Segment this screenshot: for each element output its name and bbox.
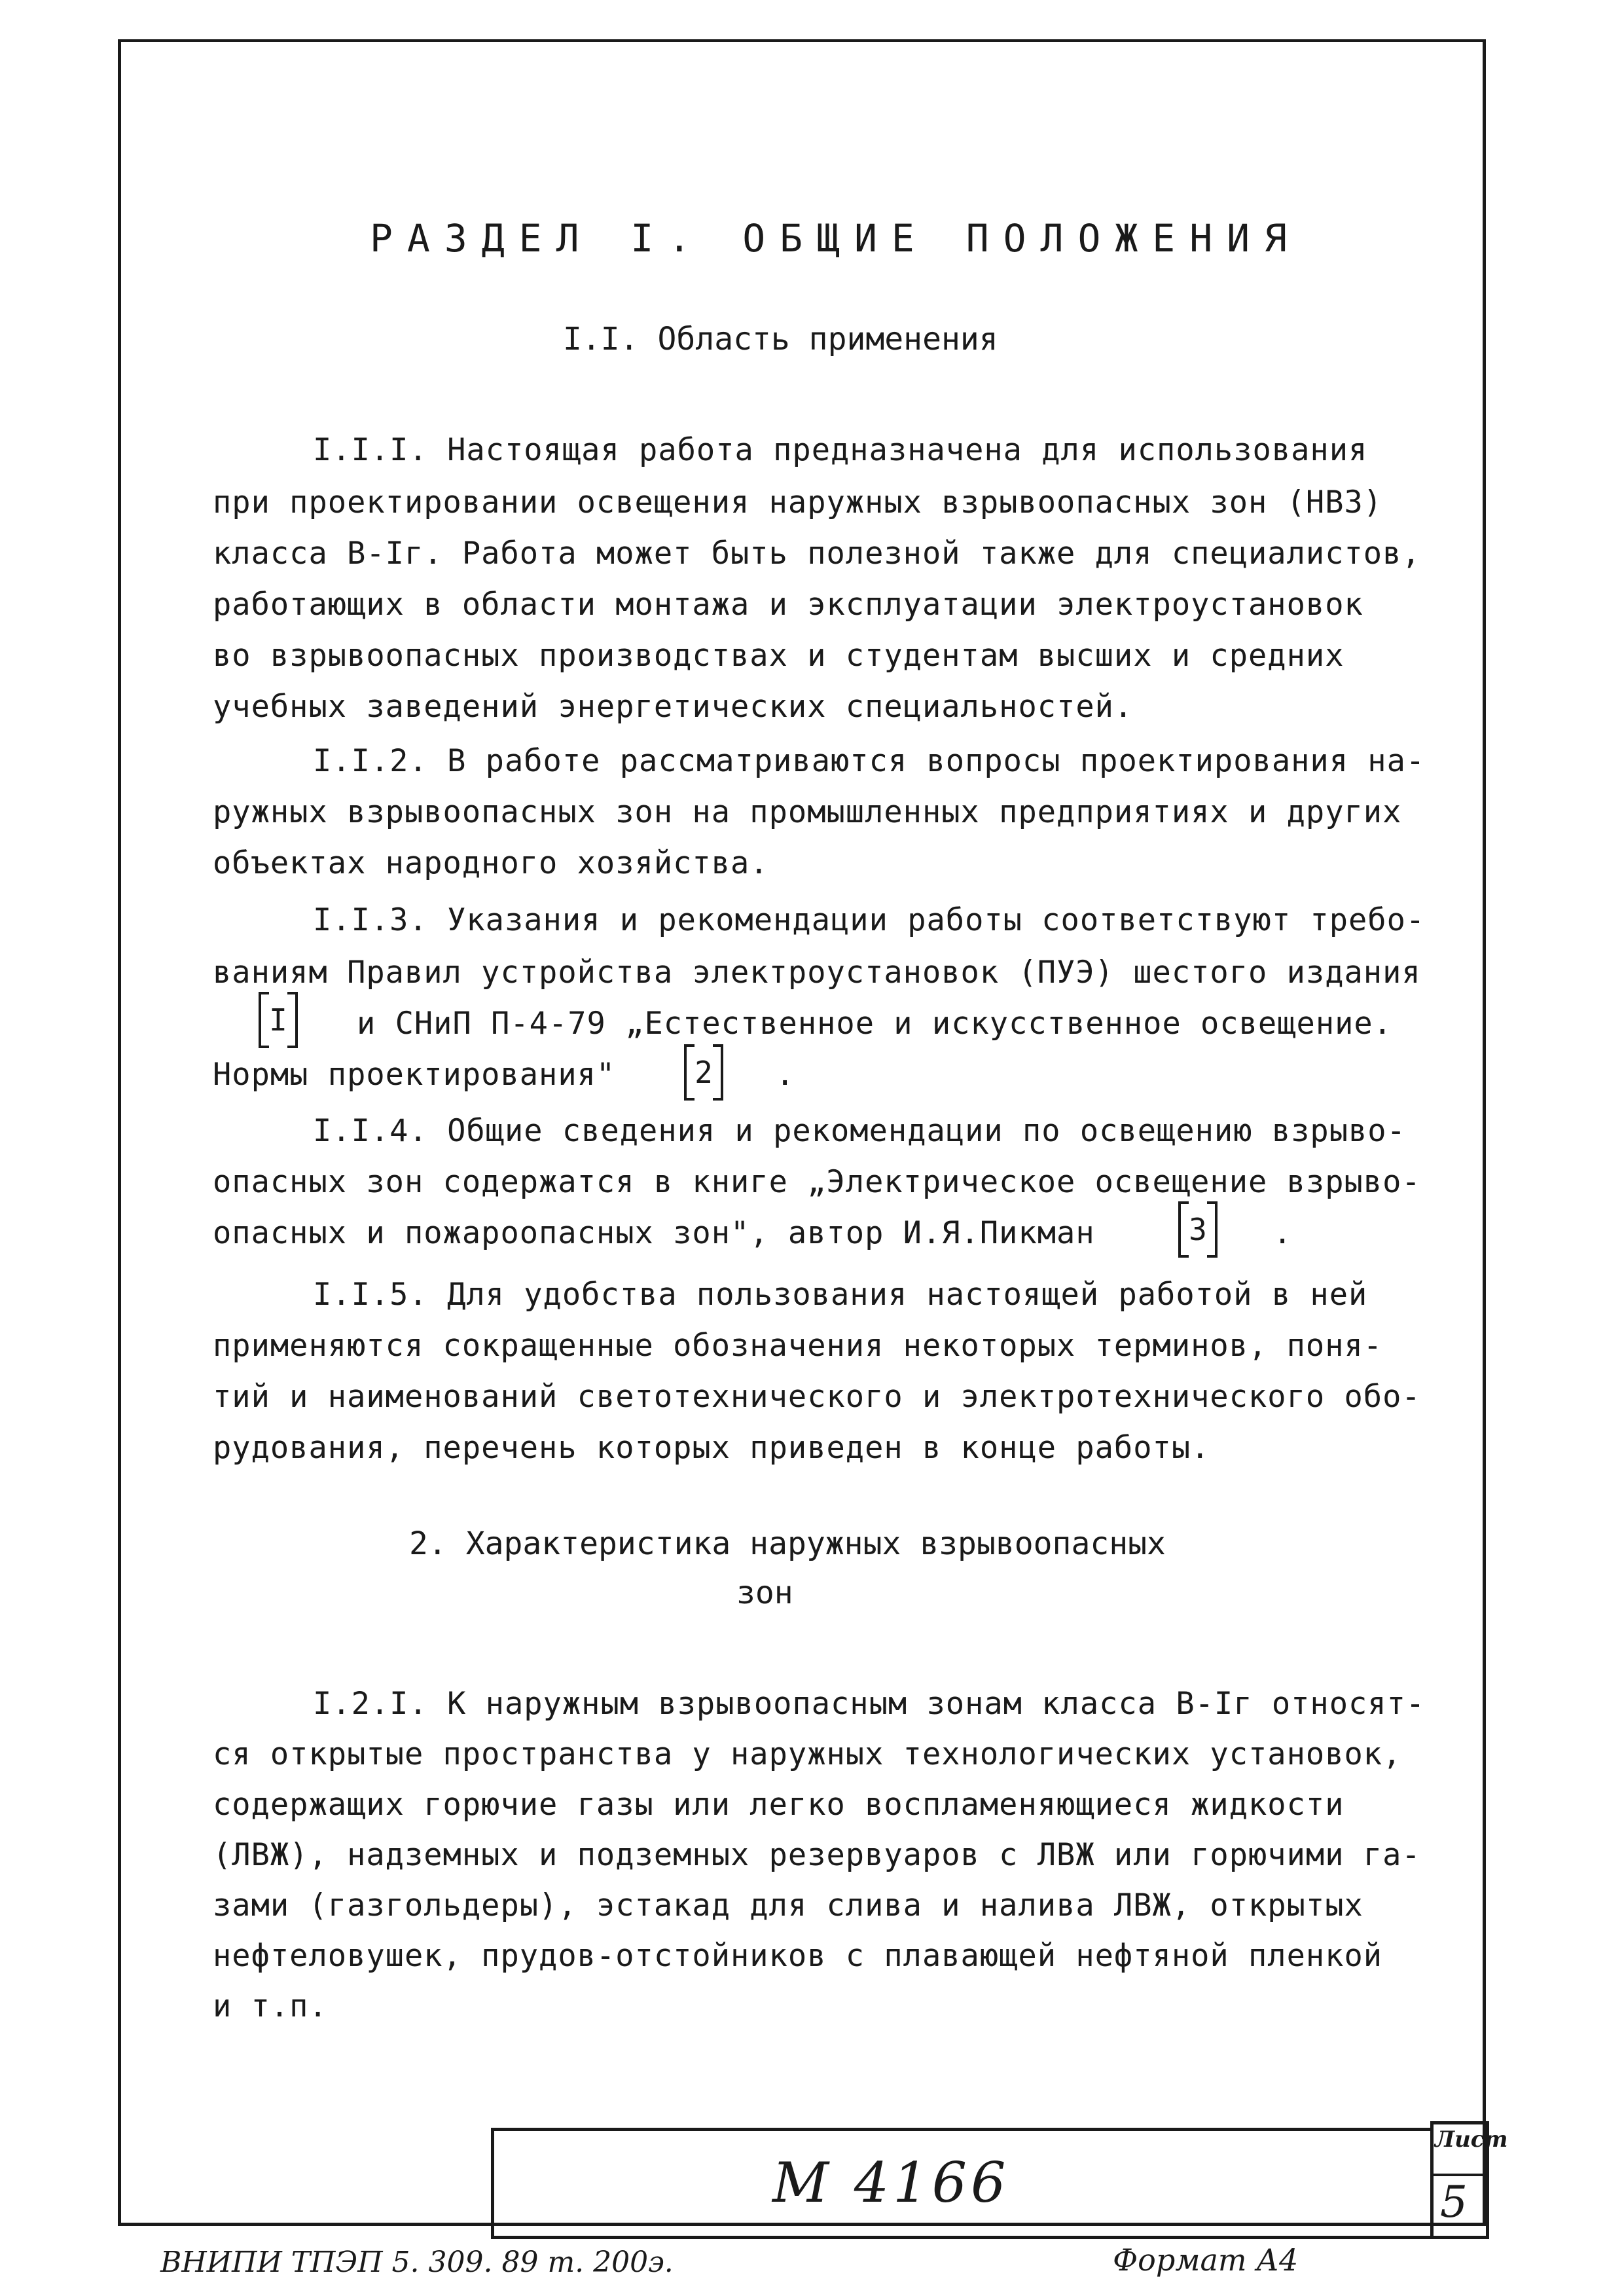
sheet-divider [1434,2174,1486,2176]
subsection-title: 2. Характеристика наружных взрывоопасных [409,1525,1166,1562]
paragraph-line: во взрывоопасных производствах и студентам высших и средних [213,638,1344,674]
paragraph-line: . [1273,1215,1293,1251]
paragraph-line: нефтеловушек, прудов-отстойников с плавающей нефтяной пленкой [213,1938,1383,1974]
paragraph-line: Нормы проектирования" [213,1057,616,1093]
paragraph-line: I.I.I. Настоящая работа предназначена для использования [313,432,1368,468]
footer-format-note: Формат А4 [1113,2242,1299,2278]
paragraph-line: при проектировании освещения наружных взрывоопасных зон (НВЗ) [213,484,1383,520]
paragraph-line: работающих в области монтажа и эксплуатации электроустановок [213,587,1363,623]
subsection-title: I.I. Область применения [563,321,998,357]
paragraph-line: I.I.4. Общие сведения и рекомендации по освещению взрыво- [313,1113,1406,1149]
paragraph-line: опасных зон содержатся в книге „Электрическое освещение взрыво- [213,1164,1421,1200]
paragraph-line: опасных и пожароопасных зон", автор И.Я.Пикман [213,1215,1095,1251]
paragraph-line: тий и наименований светотехнического и электротехнического обо- [213,1379,1421,1415]
paragraph-line: ваниям Правил устройства электроустановок (ПУЭ) шестого издания [213,955,1421,991]
paragraph-line: . [776,1057,795,1093]
subsection-title-continuation: зон [736,1575,793,1611]
paragraph-line: рудования, перечень которых приведен в конце работы. [213,1430,1210,1466]
paragraph-line: содержащих горючие газы или легко воспламеняющиеся жидкости [213,1787,1344,1823]
paragraph-line: ружных взрывоопасных зон на промышленных предприятиях и других [213,794,1402,830]
reference-number: I [269,1002,287,1038]
paragraph-line: применяются сокращенные обозначения некоторых терминов, поня- [213,1328,1383,1364]
reference-bracket [684,1044,723,1101]
paragraph-line: I.I.3. Указания и рекомендации работы соответствуют требо- [313,902,1426,938]
paragraph-line: I.2.I. К наружным взрывоопасным зонам класса В-Iг относят- [313,1686,1426,1722]
reference-bracket [1178,1201,1218,1258]
paragraph-line: учебных заведений энергетических специальностей. [213,689,1134,725]
sheet-label: Лист [1435,2126,1508,2153]
paragraph-line: (ЛВЖ), надземных и подземных резервуаров с ЛВЖ или горючими га- [213,1837,1421,1873]
paragraph-line: ся открытые пространства у наружных технологических установок, [213,1736,1402,1772]
paragraph-line: зами (газгольдеры), эстакад для слива и налива ЛВЖ, открытых [213,1887,1363,1923]
sheet-number: 5 [1440,2177,1468,2227]
footer-institute-note: ВНИПИ ТПЭП 5. 309. 89 т. 200э. [160,2246,674,2279]
paragraph-line: I.I.2. В работе рассматриваются вопросы проектирования на- [313,743,1426,779]
reference-number: 2 [695,1055,713,1090]
paragraph-line: и т.п. [213,1988,328,2024]
section-title: РАЗДЕЛ I. ОБЩИЕ ПОЛОЖЕНИЯ [370,216,1301,261]
reference-number: 3 [1189,1212,1207,1247]
paragraph-line: объектах народного хозяйства. [213,845,769,881]
document-code: М 4166 [772,2151,1010,2215]
paragraph-line: класса В-Iг. Работа может быть полезной также для специалистов, [213,536,1421,572]
reference-bracket [259,992,298,1048]
paragraph-line: и СНиП П-4-79 „Естественное и искусственное освещение. [357,1006,1393,1042]
paragraph-line: I.I.5. Для удобства пользования настоящей работой в ней [313,1277,1368,1313]
